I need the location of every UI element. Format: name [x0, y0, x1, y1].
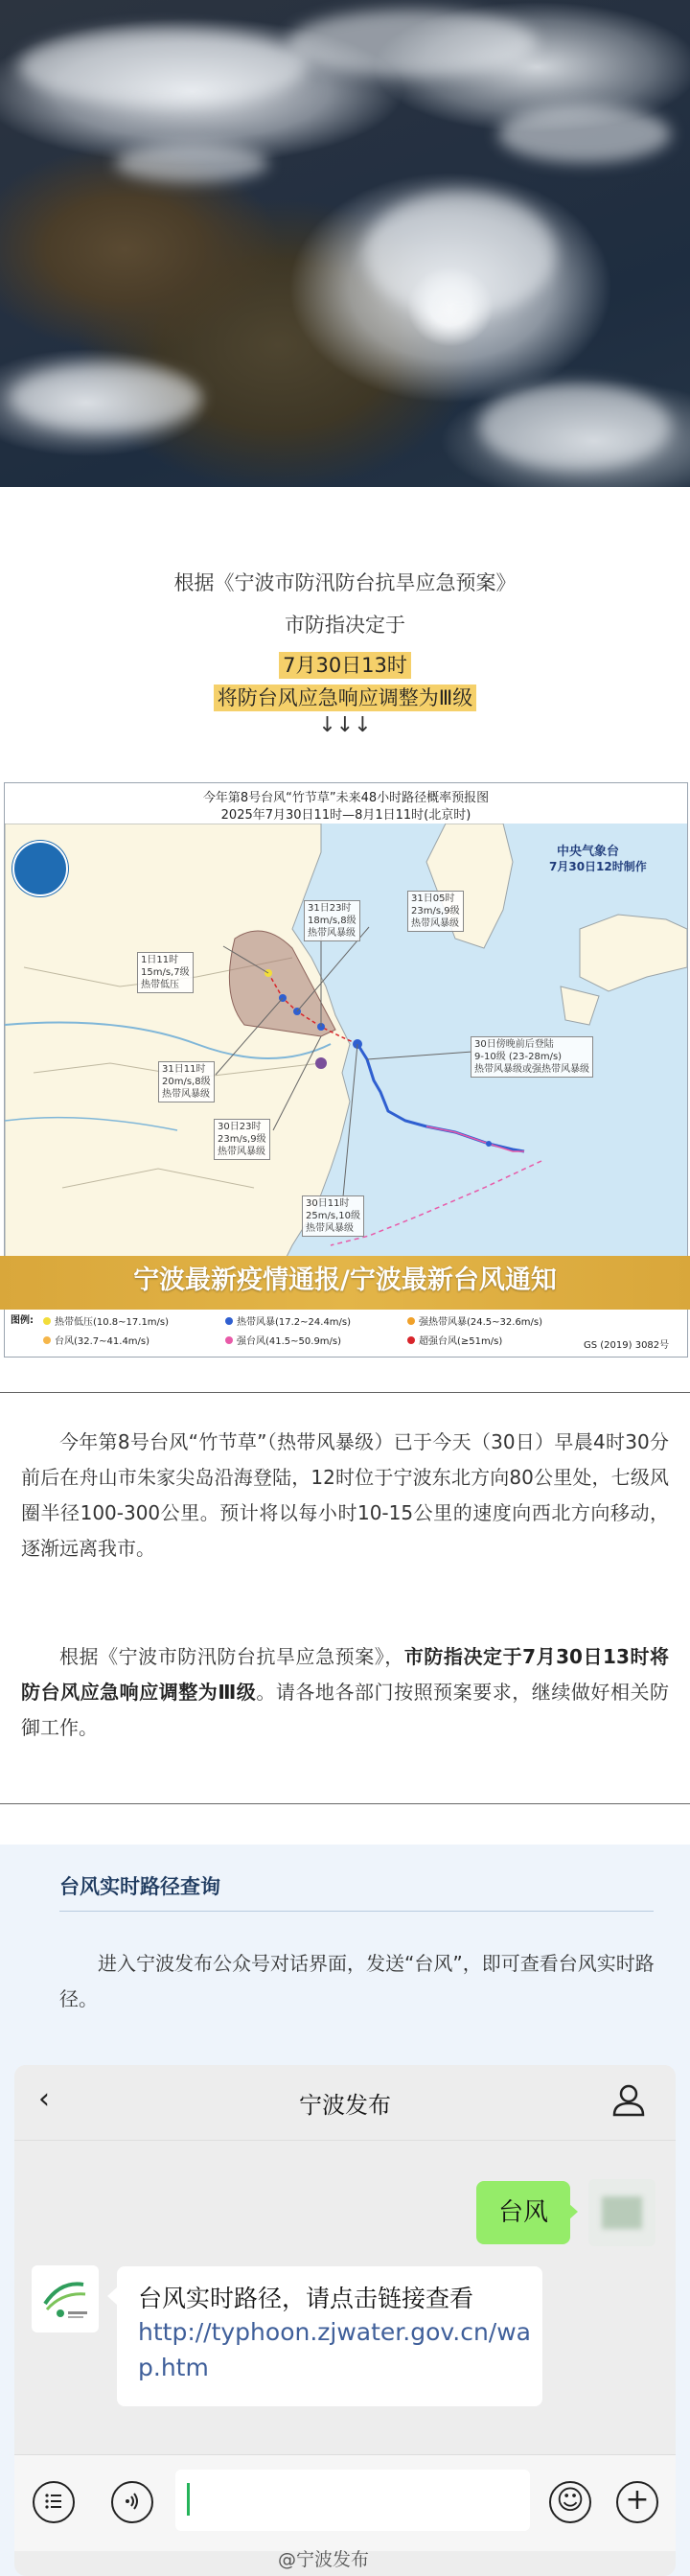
reply-text: 台风实时路径，请点击链接查看 — [138, 2285, 474, 2312]
para2-suffix: 。请各地各部门按照预案要求，继续做好相关防御工作。 — [21, 1681, 670, 1739]
legend-dot — [407, 1317, 415, 1325]
legend-label: 图例: — [11, 1315, 34, 1326]
callout-level: 热带风暴级 — [308, 928, 356, 939]
legend-dot — [43, 1336, 51, 1344]
message-input[interactable] — [175, 2470, 530, 2531]
callout-wind: 15m/s,7级 — [141, 967, 190, 978]
emoji-icon[interactable]: ☺ — [549, 2481, 591, 2523]
callout-wind: 18m/s,8级 — [308, 916, 356, 926]
sound-wave-icon — [121, 2490, 144, 2513]
legend-item — [407, 1313, 542, 1328]
notice-date: 7月30日13时 — [279, 652, 411, 679]
legend-text: 超强台风(≥51m/s) — [419, 1336, 503, 1347]
callout-31d23h — [304, 900, 360, 941]
callout-landfall — [471, 1036, 593, 1078]
callout-time: 31日11时 — [162, 1064, 206, 1075]
chat-title: 宁波发布 — [299, 2092, 391, 2119]
notice-line-2: 市防指决定于 — [285, 614, 405, 637]
legend-text: 强热带风暴(24.5~32.6m/s) — [419, 1317, 543, 1328]
callout-level: 热带风暴级 — [162, 1089, 210, 1100]
legend-text: 强台风(41.5~50.9m/s) — [237, 1336, 342, 1347]
callout-time: 1日11时 — [141, 955, 179, 965]
callout-wind: 9-10级 (23-28m/s) — [474, 1052, 563, 1062]
gs-number: GS (2019) 3082号 — [584, 1340, 670, 1351]
ningbo-logo-icon — [32, 2265, 99, 2332]
legend-dot — [225, 1317, 233, 1325]
callout-level: 热带风暴级 — [218, 1147, 265, 1157]
map-agency: 中央气象台 — [557, 845, 620, 859]
legend-item — [43, 1313, 169, 1328]
callout-31d11h — [158, 1061, 215, 1102]
legend-item — [225, 1333, 341, 1347]
article-para-2 — [21, 1639, 669, 1746]
legend-item — [407, 1333, 502, 1347]
legend-text: 热带风暴(17.2~24.4m/s) — [237, 1317, 352, 1328]
para2-emphasis: 市防指决定于7月30日13时将防台风应急响应调整为Ⅲ级 — [21, 1645, 669, 1704]
callout-level: 热带风暴级 — [411, 918, 459, 929]
plus-icon[interactable]: + — [616, 2481, 658, 2523]
map-legend — [5, 1307, 687, 1358]
article-para-1: 今年第8号台风“竹节草”（热带风暴级）已于今天（30日）早晨4时30分前后在舟山市朱家尖岛沿海登陆，12时位于宁波东北方向80公里处，七级风圈半径100-300公里。预计将以每小时10-15公里的速度向西北方向移动，逐渐远离我市。 — [21, 1430, 669, 1560]
callout-1d11h — [137, 952, 194, 993]
back-icon[interactable]: ‹ — [38, 2082, 50, 2116]
legend-dot — [225, 1336, 233, 1344]
callout-time: 31日23时 — [308, 903, 352, 914]
notice-highlight-2 — [0, 683, 690, 711]
user-profile-icon[interactable] — [610, 2080, 648, 2119]
notice-highlight-1 — [0, 650, 690, 679]
query-heading: 台风实时路径查询 — [59, 1875, 220, 1898]
legend-item — [43, 1333, 150, 1347]
callout-level: 热带风暴级或强热带风暴级 — [474, 1064, 589, 1075]
callout-time: 30日傍晚前后登陆 — [474, 1039, 554, 1050]
legend-dot — [407, 1336, 415, 1344]
typhoon-link[interactable]: http://typhoon.zjwater.gov.cn/wap.htm — [138, 2318, 531, 2381]
legend-item — [225, 1313, 351, 1328]
weather-agency-logo — [12, 841, 68, 896]
callout-time: 31日05时 — [411, 893, 455, 904]
query-divider — [59, 1911, 654, 1912]
callout-wind: 23m/s,9级 — [218, 1134, 266, 1145]
legend-text: 台风(32.7~41.4m/s) — [55, 1336, 150, 1347]
callout-wind: 20m/s,8级 — [162, 1077, 211, 1087]
query-text: 进入宁波发布公众号对话界面，发送“台风”，即可查看台风实时路径。 — [59, 1952, 655, 2010]
callout-time: 30日23时 — [218, 1122, 262, 1132]
map-title: 今年第8号台风“竹节草”未来48小时路径概率预报图 — [202, 791, 490, 805]
weibo-watermark: @宁波发布 — [278, 2549, 370, 2570]
callout-level: 热带风暴级 — [306, 1223, 354, 1234]
callout-wind: 23m/s,9级 — [411, 906, 460, 917]
map-agency-time: 7月30日12时制作 — [549, 860, 647, 873]
para2-prefix: 根据《宁波市防汛防台抗旱应急预案》， — [59, 1645, 404, 1668]
sent-message-bubble[interactable]: 台风 — [476, 2181, 570, 2244]
callout-time: 30日11时 — [306, 1198, 350, 1209]
callout-30d23h — [214, 1119, 270, 1160]
legend-dot — [43, 1317, 51, 1325]
down-arrows: ↓↓↓ — [318, 713, 372, 737]
notice-line-1: 根据《宁波市防汛防台抗旱应急预案》 — [173, 571, 517, 594]
callout-wind: 25m/s,10级 — [306, 1211, 360, 1221]
notice-level: 将防台风应急响应调整为Ⅲ级 — [214, 685, 476, 711]
callout-level: 热带低压 — [141, 980, 179, 990]
sent-bubble-tail — [568, 2203, 578, 2220]
map-subtitle: 2025年7月30日11时—8月1日11时(北京时) — [220, 808, 472, 823]
official-account-avatar[interactable] — [32, 2265, 99, 2332]
menu-toggle-icon[interactable] — [33, 2481, 75, 2523]
my-avatar[interactable] — [588, 2179, 656, 2246]
voice-input-icon[interactable] — [111, 2481, 153, 2523]
callout-31d05h — [407, 891, 464, 932]
overlay-banner-text: 宁波最新疫情通报/宁波最新台风通知 — [133, 1265, 557, 1295]
satellite-image — [0, 0, 690, 487]
reply-bubble-tail — [107, 2287, 117, 2305]
text-cursor — [187, 2483, 190, 2516]
legend-text: 热带低压(10.8~17.1m/s) — [55, 1317, 170, 1328]
list-icon — [43, 2491, 64, 2512]
callout-30d11h — [302, 1195, 364, 1237]
